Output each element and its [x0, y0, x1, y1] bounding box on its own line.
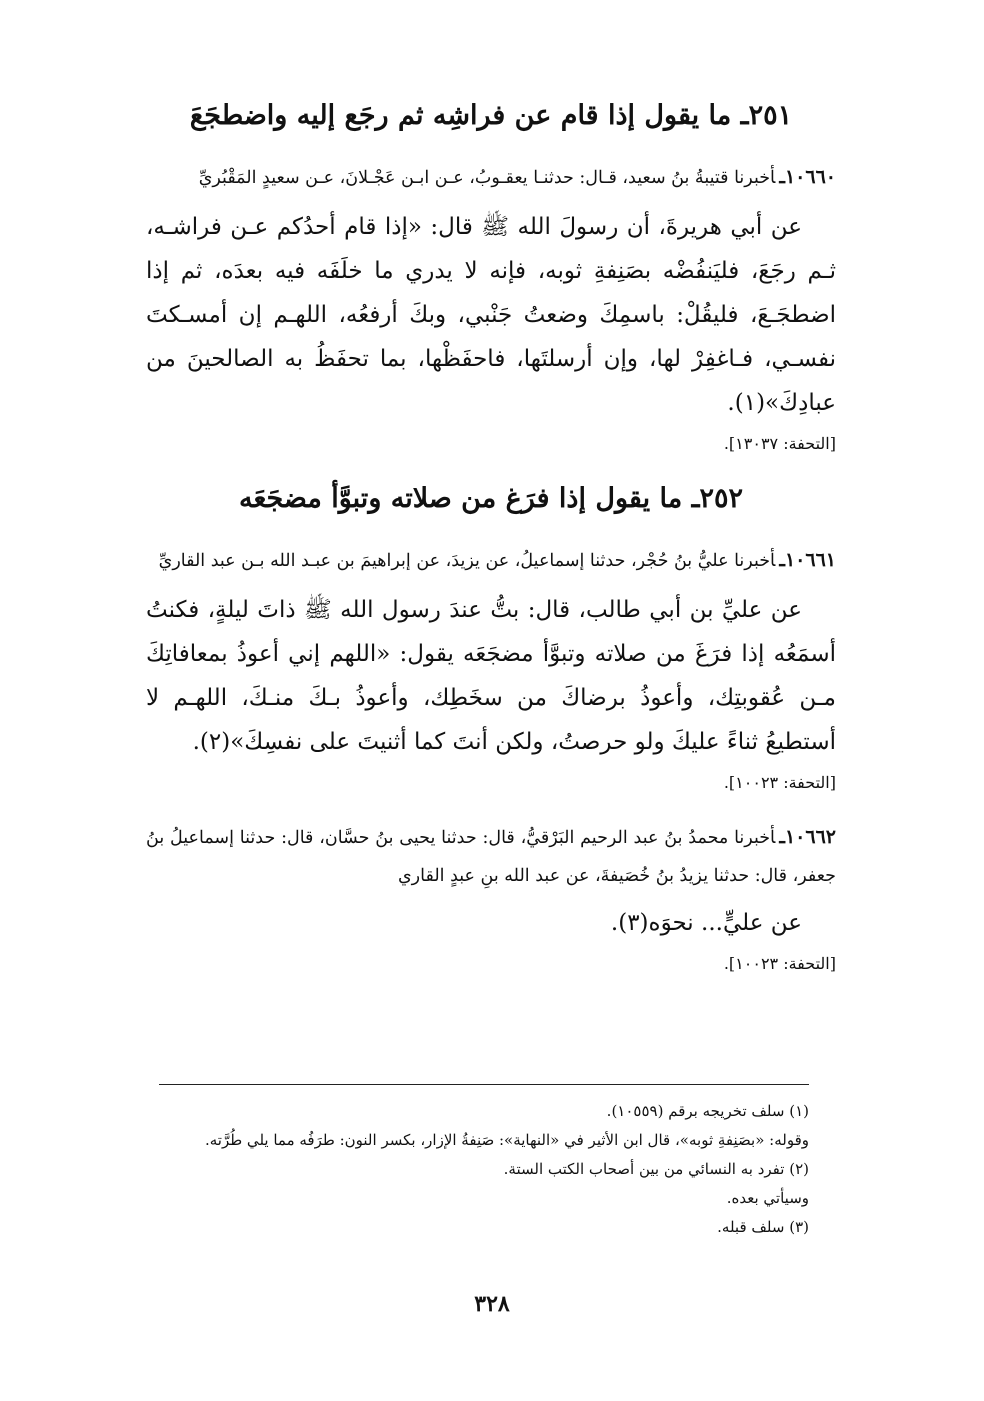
chapter-title: ٢٥١ـ ما يقول إذا قام عن فراشِه ثم رجَع إليه واضطجَعَ: [189, 100, 793, 131]
isnad-text: أخبرنا قتيبةُ بنُ سعيد، قـال: حدثنـا يعقـوبُ، عـن ابـن عَجْـلانَ، عـن سعيدٍ المَقْبُريِّ: [198, 168, 776, 188]
footnote: (٣) سلف قبله.: [717, 1218, 809, 1236]
isnad-text: أخبرنا محمدُ بنُ عبد الرحيم البَرْقيُّ، قال: حدثنا يحيى بنُ حسَّان، قال: حدثنا إسماعيلُ بنُ جعفر، قال: حدثنا يزيدُ بنُ خُصَيفةَ، عن عبد الله بنِ عبدٍ القاري: [146, 828, 836, 886]
hadith-number: ١٠٦٦٠ـ: [779, 166, 836, 188]
tuhfa-reference: [التحفة: ١٠٠٢٣].: [723, 773, 836, 792]
hadith-isnad: [146, 541, 836, 580]
main-text: [146, 96, 836, 999]
hadith-matn: عن أبي هريرةَ، أن رسولَ الله ﷺ قال: «إذا قام أحدُكم عـن فراشـه، ثـم رجَعَ، فليَنفُضْه بصَنِفةِ ثوبه، فإنه لا يدري ما خلَفَه فيه بعدَه، ثم إذا اضطجَـعَ، فليقُلْ: باسمِكَ وضعتُ جَنْبي، وبكَ أرفعُه، اللهـم إن أمسـكتَ نفسـي، فـاغفِرْ لها، وإن أرسلتَها، فاحفَظْها، بما تحفَظُ به الصالحينَ من عبادِكَ»(١).: [146, 214, 837, 416]
footnote: وسيأتي بعده.: [726, 1189, 809, 1207]
footnote: (٢) تفرد به النسائي من بين أصحاب الكتب الستة.: [503, 1160, 809, 1178]
chapter-title: ٢٥٢ـ ما يقول إذا فرَغ من صلاته وتبوَّأ مضجَعَه: [239, 483, 743, 514]
tuhfa-reference: [التحفة: ١٠٠٢٣].: [723, 954, 836, 973]
isnad-text: أخبرنا عليُّ بنُ حُجْر، حدثنا إسماعيلُ، عن يزيدَ، عن إبراهيمَ بن عبـد الله بـن عبد القاريِّ: [158, 551, 776, 571]
page-number: ٣٢٨: [474, 1291, 510, 1317]
hadith-matn: عن عليٍّ... نحوَه(٣).: [610, 910, 802, 936]
footnotes: [159, 1084, 809, 1242]
footnote: (١) سلف تخريجه برقم (١٠٥٥٩).: [606, 1102, 809, 1120]
hadith-matn: عن عليِّ بن أبي طالب، قال: بتُّ عندَ رسول الله ﷺ ذاتَ ليلةٍ، فكنتُ أسمَعُه إذا فرَغَ من صلاته وتبوَّأ مضجَعَه يقول: «اللهم إني أعوذُ بمعافاتِكَ مـن عُقوبتِك، وأعوذُ برضاكَ من سخَطِك، وأعوذُ بـكَ منـكَ، اللهـم لا أستطيعُ ثناءً عليكَ ولو حرصتُ، ولكن أنتَ كما أثنيتَ على نفسِكَ»(٢).: [146, 597, 836, 755]
hadith-isnad: [146, 158, 836, 197]
hadith-number: ١٠٦٦١ـ: [779, 549, 836, 571]
hadith-isnad: [146, 818, 836, 895]
footnote: وقوله: «بصَنِفةِ ثوبه»، قال ابن الأثير في «النهاية»: صَنِفةُ الإزار، بكسر النون: طرَفُه مما يلي طُرَّته.: [204, 1131, 809, 1149]
hadith-number: ١٠٦٦٢ـ: [779, 826, 836, 848]
tuhfa-reference: [التحفة: ١٣٠٣٧].: [723, 434, 836, 453]
